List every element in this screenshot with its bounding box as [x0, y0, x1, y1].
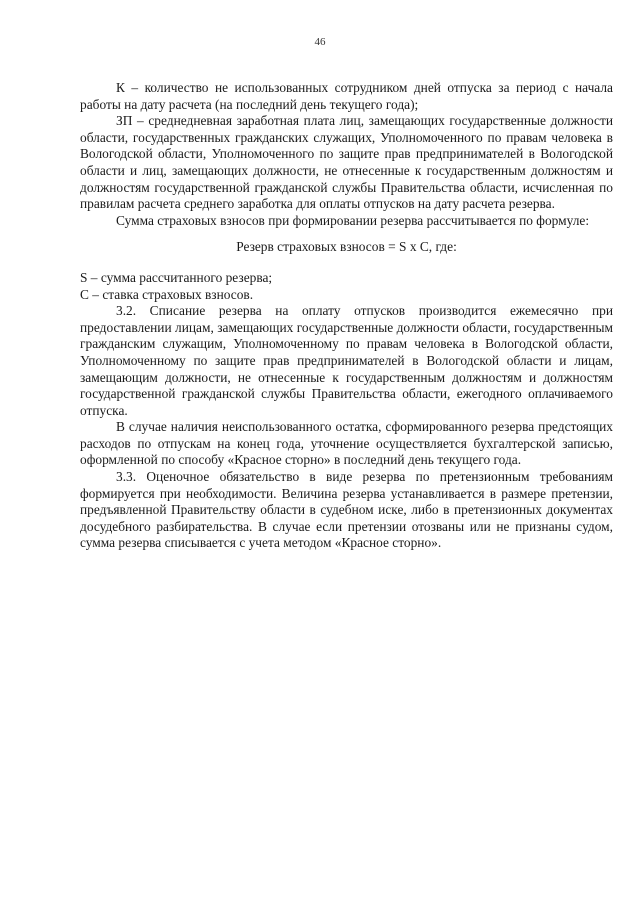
paragraph-section-3-2: 3.2. Списание резерва на оплату отпусков производится ежемесячно при предоставлении лицам, замещающих государственные должности области, государственным гражданским служащим, Уполномоченному по правам человека в Вологодской области, Уполномоченному по защите прав предпринимателей в Вологодской области и лицам, замещающим должности, не отнесенные к государственным должностям и должностям государственной гражданской службы Правительства области, ежегодного оплачиваемого отпуска.	[80, 303, 613, 418]
paragraph-c-definition: C – ставка страховых взносов.	[80, 286, 254, 302]
paragraph-remaining-balance: В случае наличия неиспользованного остатка, сформированного резерва предстоящих расходов по отпускам на конец года, уточнение осуществляется бухгалтерской записью, оформленной по способу «Красное сторно» в последний день текущего года.	[80, 419, 613, 468]
paragraph-formula-intro: Сумма страховых взносов при формировании резерва рассчитывается по формуле:	[116, 212, 590, 228]
paragraph-s-definition: S – сумма рассчитанного резерва;	[80, 269, 273, 285]
formula-line: Резерв страховых взносов = S x C, где:	[236, 239, 457, 255]
paragraph-zp-definition: ЗП – среднедневная заработная плата лиц, замещающих государственные должности области, государственных гражданских служащих, Уполномоченного по правам человека в Вологодской области, Уполномоченного по защите прав предпринимателей в Вологодской области и лиц, замещающих должности, не отнесенные к государственным должностям и должностям государственной гражданской службы Правительства области, исчисленная по правилам расчета среднего заработка для оплаты отпусков на дату расчета резерва.	[80, 113, 613, 212]
paragraph-k-definition: К – количество не использованных сотрудником дней отпуска за период с начала работы на дату расчета (на последний день текущего года);	[80, 80, 613, 112]
document-body	[80, 80, 613, 552]
paragraph-section-3-3: 3.3. Оценочное обязательство в виде резерва по претензионным требованиям формируется при необходимости. Величина резерва устанавливается в размере претензии, предъявленной Правительству области в судебном иске, либо в претензионных документах досудебного разбирательства. В случае если претензии отозваны или не признаны судом, сумма резерва списывается с учета методом «Красное сторно».	[80, 469, 613, 551]
page-number: 46	[314, 36, 326, 48]
